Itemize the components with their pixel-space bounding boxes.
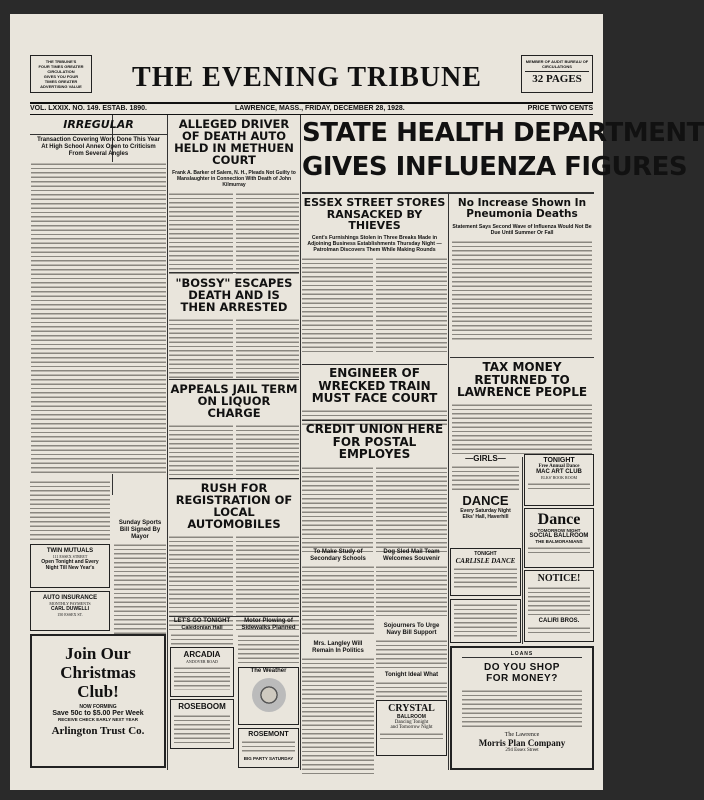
ad-line: ELKS' ROOK ROOM <box>540 475 578 480</box>
appeals-article <box>169 382 299 477</box>
ad-text <box>174 714 230 744</box>
divider <box>169 616 299 617</box>
article-text <box>376 639 447 669</box>
ad-text <box>528 626 590 636</box>
left-ear-line: TIMES GREATER <box>44 79 78 84</box>
column-rule <box>522 454 523 644</box>
ad-line: CALIRI BROS. <box>538 618 580 624</box>
ad-title: AUTO INSURANCE <box>42 595 98 601</box>
left-ear-line: FOUR TIMES GREATER <box>38 64 84 69</box>
ad-title: —GIRLS— <box>465 454 506 463</box>
ad-line: and Tomorrow Night <box>390 725 433 730</box>
appeals-headline: APPEALS JAIL TERM ON LIQUOR CHARGE <box>170 382 298 421</box>
auto-insurance-ad <box>30 591 110 631</box>
ad-line: Open Tonight and Every <box>41 559 99 565</box>
ad-title: DANCE <box>462 493 509 508</box>
article-text <box>376 466 447 552</box>
ad-line: TONIGHT <box>543 457 575 464</box>
dateline <box>30 102 593 115</box>
article-text <box>376 681 447 697</box>
twin-mutuals-ad <box>30 544 110 588</box>
ad-line: Dancing Tonight <box>394 720 429 725</box>
ad-title: Club! <box>77 682 119 701</box>
mac-art-club-ad <box>524 454 594 506</box>
left-ear-line: CIRCULATION <box>47 69 75 74</box>
divider <box>450 357 594 358</box>
christmas-club-ad <box>30 634 166 768</box>
place-date: LAWRENCE, MASS., FRIDAY, DECEMBER 28, 1928. <box>235 105 405 112</box>
ad-line: TONIGHT <box>474 551 497 557</box>
ad-title: DO YOU SHOP <box>484 662 560 673</box>
article-text <box>302 466 373 552</box>
weather-title: The Weather <box>250 668 287 674</box>
article-text <box>302 257 373 353</box>
ad-line: MONTHLY PAYMENTS <box>49 601 91 606</box>
no-increase-headline: No Increase Shown In Pneumonia Deaths <box>457 197 587 221</box>
ad-line: Elks' Hall, Haverhill <box>462 514 509 520</box>
ad-sponsor: Arlington Trust Co. <box>51 725 145 737</box>
headline: Sunday Sports Bill Signed By Mayor <box>118 520 162 540</box>
ad-line: THE BALMORANIANS <box>535 539 583 544</box>
masthead-title: THE EVENING TRIBUNE <box>132 62 482 93</box>
ad-text <box>380 732 443 742</box>
ad-title: ROSEMONT <box>248 731 289 738</box>
ad-text <box>528 546 590 554</box>
ad-text <box>452 465 519 491</box>
ad-title: ROSEBOOM <box>178 702 226 711</box>
article-text <box>236 192 300 274</box>
rush-registration-article <box>169 481 299 613</box>
alleged-driver-headline: ALLEGED DRIVER OF DEATH AUTO HELD IN METHUEN COURT <box>174 117 294 168</box>
ad-title: Dance <box>537 511 581 528</box>
irregular-article <box>30 116 167 476</box>
ad-line: BIG PARTY SATURDAY <box>243 756 294 761</box>
article-text <box>452 240 592 340</box>
engineer-headline: ENGINEER OF WRECKED TRAIN MUST FACE COURT <box>311 366 438 406</box>
headline: LET'S GO TONIGHT <box>173 618 231 624</box>
credit-union-headline: CREDIT UNION HERE FOR POSTAL EMPLOYES <box>305 422 444 462</box>
article-text <box>236 424 300 482</box>
no-increase-article <box>450 196 594 356</box>
ad-line: The Lawrence <box>504 732 540 738</box>
bossy-headline: "BOSSY" ESCAPES DEATH AND IS THEN ARRESTED <box>175 276 293 315</box>
irregular-subhead: Transaction Covering Work Done This Year At High School Annex Open to Criticism From Several Angles <box>37 136 160 157</box>
rush-headline: RUSH FOR REGISTRATION OF LOCAL AUTOMOBILES <box>175 481 293 532</box>
divider <box>302 192 594 194</box>
headline: Mrs. Langley Will Remain In Politics <box>312 641 364 654</box>
ad-title: FOR MONEY? <box>486 673 558 684</box>
motor-plowing-article <box>238 618 299 770</box>
volume-number: VOL. LXXIX. NO. 149. ESTAB. 1890. <box>30 105 147 112</box>
divider <box>302 420 447 421</box>
divider <box>302 364 447 365</box>
ad-line: TOMORROW NIGHT <box>537 528 581 533</box>
ad-line: BALLROOM <box>397 714 426 720</box>
price: PRICE TWO CENTS <box>527 105 593 112</box>
ad-title: ARCADIA <box>183 650 221 659</box>
social-ballroom-dance-ad <box>524 508 594 568</box>
ad-line: Night Till New Year's <box>45 565 95 571</box>
headline: To Make Study of Secondary Schools <box>310 549 366 562</box>
article-text <box>169 192 233 274</box>
ad-text <box>454 567 517 589</box>
divider <box>169 478 299 479</box>
morris-plan-loans-ad <box>450 646 594 770</box>
ad-line: RECEIVE CHECK EARLY NEXT YEAR <box>58 717 138 722</box>
article-text <box>30 480 110 542</box>
article-text <box>238 634 299 664</box>
ad-line: NOW FORMING <box>79 704 117 710</box>
ad-line: 111 ESSEX STREET <box>52 554 88 559</box>
alleged-driver-subhead: Frank A. Barker of Salem, N. H., Pleads Not Guilty to Manslaughter in Connection With Death of John Kilmurray <box>172 170 296 189</box>
lead-headline <box>302 116 704 192</box>
ad-line: Every Saturday Night <box>460 508 511 514</box>
article-text <box>114 543 166 635</box>
article-text <box>376 565 447 619</box>
divider <box>169 272 299 273</box>
ad-title: CARLISLE DANCE <box>455 557 516 565</box>
carlisle-dance-ad <box>450 548 521 596</box>
ad-title: Caledonian Hall <box>181 625 223 631</box>
right-ear <box>521 55 593 93</box>
no-increase-subhead: Statement Says Second Wave of Influenza Would Not Be Due Until Summer Or Fall <box>452 224 592 237</box>
credit-union-article <box>302 422 447 547</box>
dog-sled-article <box>376 549 447 770</box>
left-ear-line: THE TRIBUNE'S <box>45 59 77 64</box>
headline: Dog Sled Mail Team Welcomes Souvenir <box>383 549 440 562</box>
ad-text <box>462 689 582 727</box>
irregular-headline: IRREGULAR <box>30 116 167 135</box>
rosemont-ad <box>238 728 299 768</box>
tax-headline: TAX MONEY RETURNED TO LAWRENCE PEOPLE <box>456 360 588 400</box>
article-text <box>302 657 374 775</box>
engineer-article <box>302 366 447 418</box>
ad-text <box>171 633 233 645</box>
arcadia-ad <box>170 647 234 697</box>
column-rule <box>448 194 449 770</box>
ad-title: TWIN MUTUALS <box>46 548 94 554</box>
weather-box <box>238 667 299 725</box>
ad-line: 150 ESSEX ST. <box>57 612 83 617</box>
left-ear-line: GIVES YOU FOUR <box>43 74 79 79</box>
headline: Motor Plowing of Sidewalks Planned <box>241 618 296 631</box>
ad-line: ANDOVER ROAD <box>186 659 218 664</box>
essex-subhead: Cent's Furnishings Stolen in Three Breaks Made in Adjoining Business Establishments Thursday Night — Patrolman Discovers Them While Making Rounds <box>307 234 442 253</box>
left-ear <box>30 55 92 93</box>
ad-title: Join Our <box>65 644 131 663</box>
ad-line: LOANS <box>462 651 582 658</box>
ad-text <box>174 666 230 690</box>
ad-text <box>528 482 590 492</box>
article-text <box>376 257 447 353</box>
ad-line: CARL DUWELLI <box>51 606 89 612</box>
column-rule <box>167 115 168 770</box>
tax-money-article <box>450 360 594 452</box>
right-ear-text: MEMBER OF AUDIT BUREAU OF CIRCULATIONS <box>525 59 589 69</box>
left-ear-line: ADVERTISING VALUE <box>40 84 82 89</box>
ad-line: SOCIAL BALLROOM <box>529 533 589 539</box>
ad-title: MAC ART CLUB <box>536 469 582 475</box>
article-text <box>452 403 592 457</box>
essex-headline: ESSEX STREET STORES RANSACKED BY THIEVES <box>303 196 446 233</box>
newspaper-page <box>10 14 704 790</box>
weather-illustration <box>252 678 286 712</box>
article-text <box>169 424 233 482</box>
article-text <box>302 565 374 637</box>
divider <box>169 379 299 380</box>
lets-go-tonight <box>169 618 235 770</box>
headline: Tonight Ideal What <box>384 672 439 678</box>
page-count: 32 PAGES <box>525 71 589 86</box>
ad-line: Free Annual Dance <box>538 464 580 469</box>
essex-street-article <box>302 196 447 361</box>
ad-text <box>454 603 517 639</box>
roseboom-ad <box>170 699 234 749</box>
ad-text <box>528 586 590 616</box>
headline: Sojourners To Urge Navy Bill Support <box>383 623 440 636</box>
ad-line: 294 Essex Street <box>505 748 539 753</box>
ad-title: Morris Plan Company <box>478 738 566 748</box>
notice-ad <box>524 570 594 642</box>
column-rule <box>300 115 301 770</box>
ad-title: NOTICE! <box>537 573 581 584</box>
ad-title: CRYSTAL <box>388 703 435 714</box>
ad-line: Save 50c to $5.00 Per Week <box>52 710 144 717</box>
bossy-article <box>169 276 299 376</box>
article-text <box>31 162 166 474</box>
lead-headline-line1: STATE HEALTH DEPARTMENT <box>302 118 704 148</box>
article-text <box>169 318 233 378</box>
sunday-sports-article <box>114 520 166 630</box>
ad-text <box>242 740 295 754</box>
girls-dance-ad <box>450 454 521 544</box>
alleged-driver-article <box>169 116 299 256</box>
ad-title: Christmas <box>60 663 136 682</box>
article-text <box>236 318 300 378</box>
crystal-ballroom-ad <box>376 700 447 756</box>
jewelry-ad <box>450 599 521 643</box>
lead-headline-line2: GIVES INFLUENZA FIGURES <box>302 152 688 182</box>
secondary-schools-article <box>302 549 374 770</box>
